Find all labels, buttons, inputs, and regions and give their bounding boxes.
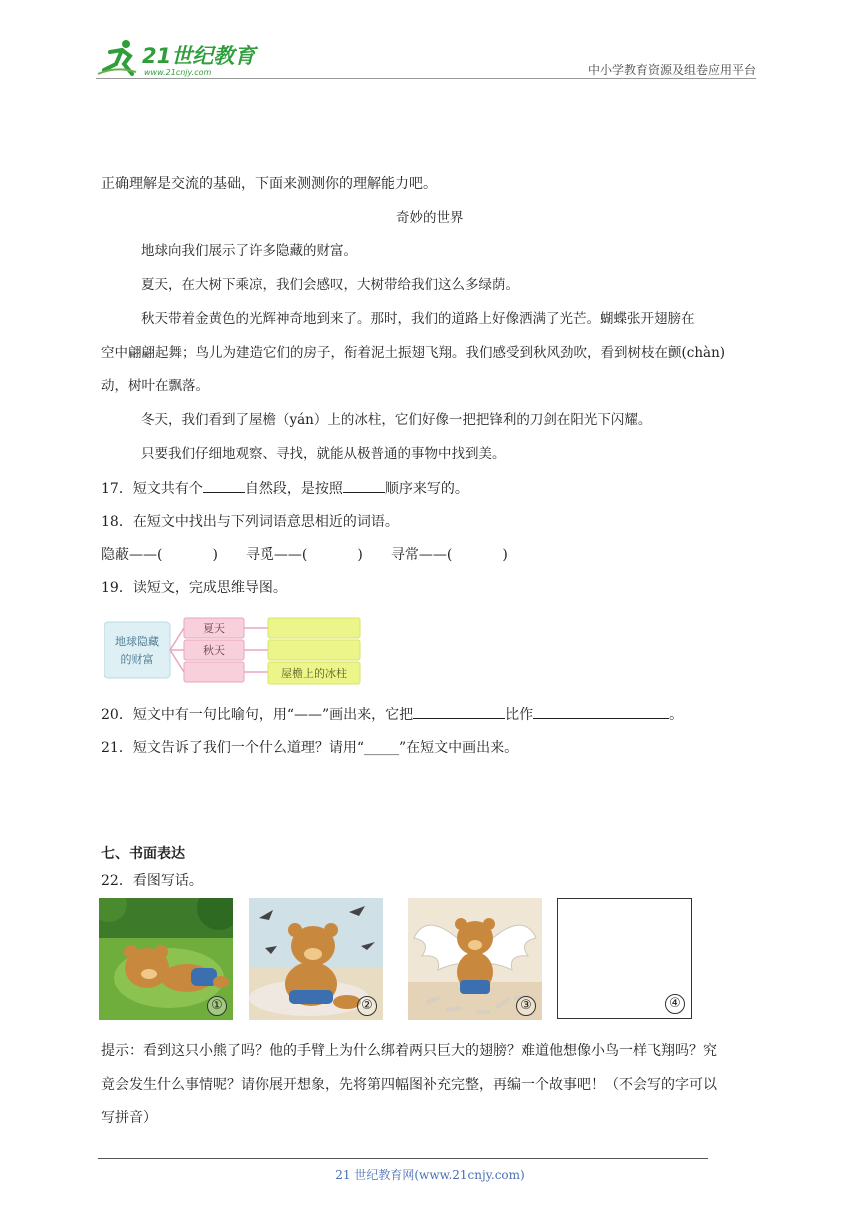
picture-4-number: ④ <box>665 994 685 1014</box>
footer-link[interactable]: 21 世纪教育网(www.21cnjy.com) <box>335 1168 525 1182</box>
passage-paragraph-3-line-1: 秋天带着金黄色的光辉神奇地到来了。那时，我们的道路上好像洒满了光芒。蝴蝶张开翅膀在 <box>141 311 695 327</box>
mind-map-branch-2: 秋天 <box>203 644 225 657</box>
hint-line-1: 提示：看到这只小熊了吗？他的手臂上为什么绑着两只巨大的翅膀？难道他想像小鸟一样飞翔吗？究 <box>101 1043 717 1059</box>
hint-line-2: 竟会发生什么事情呢？请你展开想象，先将第四幅图补充完整，再编一个故事吧！（不会写的字可以 <box>101 1077 717 1093</box>
question-22: 22．看图写话。 <box>101 873 203 889</box>
mind-map-leaf-3: 屋檐上的冰柱 <box>281 667 347 680</box>
runner-icon <box>98 40 136 74</box>
question-19: 19．读短文，完成思维导图。 <box>101 580 287 596</box>
passage-paragraph-3-line-3: 动，树叶在飘落。 <box>101 378 209 394</box>
q18-word-1: 隐蔽——( <box>101 547 163 563</box>
mind-map-root-line-1: 地球隐藏 <box>115 635 159 648</box>
passage-paragraph-2: 夏天，在大树下乘凉，我们会感叹，大树带给我们这么多绿荫。 <box>141 277 519 293</box>
footer-divider <box>98 1158 708 1159</box>
picture-2-bear-with-birds <box>249 898 383 1020</box>
intro-text: 正确理解是交流的基础，下面来测测你的理解能力吧。 <box>101 176 437 192</box>
header-platform-text: 中小学教育资源及组卷应用平台 <box>587 63 756 77</box>
q17-text-b: 自然段，是按照 <box>244 481 343 497</box>
mind-map-root-line-2: 的财富 <box>120 653 154 666</box>
mind-map-branch-1: 夏天 <box>203 622 225 635</box>
site-logo <box>96 36 266 80</box>
header-divider <box>96 78 756 79</box>
q18-close-2: ) <box>357 547 363 563</box>
q20-text-a: 20．短文中有一句比喻句，用“——”画出来，它把 <box>101 707 414 723</box>
passage-paragraph-3-line-2: 空中翩翩起舞；鸟儿为建造它们的房子，衔着泥土振翅飞翔。我们感受到秋风劲吹，看到树枝在颤(chàn) <box>101 345 726 361</box>
svg-text:www.21cnjy.com: www.21cnjy.com <box>144 68 212 77</box>
section-7-heading: 七、书面表达 <box>101 846 185 862</box>
question-17 <box>101 478 469 499</box>
passage-title: 奇妙的世界 <box>396 210 464 226</box>
q20-blank-2[interactable] <box>533 704 669 719</box>
picture-3-number: ③ <box>516 996 536 1016</box>
picture-1-number: ① <box>207 996 227 1016</box>
q17-blank-2[interactable] <box>343 478 385 493</box>
question-21: 21．短文告诉了我们一个什么道理？请用“_____”在短文中画出来。 <box>101 740 519 756</box>
q20-text-b: 比作 <box>505 707 534 723</box>
picture-4-empty-box[interactable] <box>557 898 692 1019</box>
passage-paragraph-1: 地球向我们展示了许多隐藏的财富。 <box>141 243 357 259</box>
svg-text:21世纪教育: 21世纪教育 <box>142 44 256 68</box>
q20-blank-1[interactable] <box>413 704 505 719</box>
q17-text-c: 顺序来写的。 <box>384 481 469 497</box>
q20-text-c: 。 <box>669 707 684 723</box>
q18-close-1: ) <box>212 547 218 563</box>
question-20 <box>101 704 683 725</box>
q17-text-a: 17．短文共有个 <box>101 481 203 497</box>
q18-close-3: ) <box>502 547 508 563</box>
q18-word-3: 寻常——( <box>390 547 453 563</box>
mind-map <box>104 612 362 690</box>
passage-paragraph-5: 只要我们仔细地观察、寻找，就能从极普通的事物中找到美。 <box>141 446 506 462</box>
picture-3-bear-with-wings <box>408 898 542 1020</box>
q17-blank-1[interactable] <box>203 478 245 493</box>
mind-map-leaf-1-box <box>268 618 360 638</box>
mind-map-root-box <box>104 622 170 678</box>
picture-2-number: ② <box>357 996 377 1016</box>
q18-word-list <box>101 545 508 565</box>
question-18: 18．在短文中找出与下列词语意思相近的词语。 <box>101 514 399 530</box>
passage-paragraph-4: 冬天，我们看到了屋檐（yán）上的冰柱，它们好像一把把锋利的刀剑在阳光下闪耀。 <box>141 412 652 428</box>
mind-map-leaf-2-box <box>268 640 360 660</box>
hint-line-3: 写拼音） <box>101 1110 157 1126</box>
picture-1-sleeping-bear <box>99 898 233 1020</box>
mind-map-branch-3-box <box>184 662 244 682</box>
q18-word-2: 寻觅——( <box>245 547 308 563</box>
